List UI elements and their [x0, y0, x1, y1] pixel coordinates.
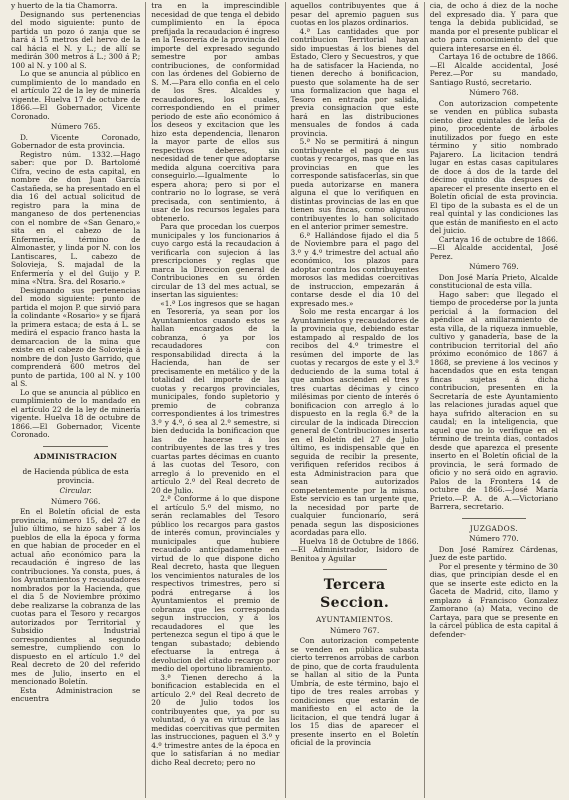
column-1	[6, 2, 145, 798]
paragraph: 4.ª Las cantidades que por contribucion Territorial hayan sido impuestas á los bienes del Estado, Clero y Secuestros, y que ha de satisfacer la Hacienda, no tienen derecho á bonificacion, puesto que solamente ha de ser una formalizacion que haga el Tesoro en entrada por salida, previa consignacion que este hará en las distribuciones mensuales de fondos á cada provincia.	[290, 26, 419, 138]
paragraph: En el Boletín oficial de esta provincia, número 15, del 27 de Julio último, se hizo saber á los pueblos de ella la época y forma en que habian de proceder en el actual año económico para la recaudación é ingreso de las contribuciones. Ya consta, pues, á los Ayuntamientos y recaudadores nombrados por la Hacienda, que el dia 5 de Noviembre próximo debe realizarse la cobranza de las cuotas para el Tesoro y recargos autorizados por Territorial y Subsidio Industrial correspondientes al segundo semestre, cumpliendo con lo dispuesto en el artículo 1.º del Real decreto de 20 del referido mes de Julio, inserto en el mencionado Boletín.	[11, 507, 141, 687]
notice-number-766: Número 766.	[50, 496, 101, 506]
paragraph: cia, de ocho á diez de la noche del expresado dia. Y para que tenga la debida publicidad, se manda por el presente publicar el acto para conocimiento del que quiera interesarse en él.	[429, 2, 558, 53]
column-3	[285, 2, 424, 798]
paragraph: Don José María Prieto, Alcalde constitucional de esta villa.	[429, 272, 558, 290]
paragraph: 2.ª Conforme á lo que dispone el artículo 5.º del mismo, no serán reclamables del Tesoro público los recargos para gastos de interés comun, provinciales y municipales que hubiere recaudado anticipadamente en virtud de lo que dispone dicho Real decreto, hasta que lleguen los vencimientos naturales de los respectivos trimestres, pero sí podrá entregarse á los Ayuntamientos el premio de cobranza que les corresponda segun instruccion, y á los recaudadores el que les pertenezca segun el tipo á que le tengan subastado; debiendo efectuarse la entrega á devolucion del citado recargo por medio del oportuno libramiento.	[151, 494, 280, 673]
notice-number-770: Número 770.	[469, 534, 519, 543]
paragraph: Con autorizacion competente se venden en pública subasta cierto terrenos arrobas de carbon de pino, que de corta fraudulenta se hallan al sitio de la Punta Umbría, de este término, bajo el tipo de tres reales arrobas y condiciones que estarán de manifiesto en el acto de la licitacion, el que tendrá lugar á los 15 dias de aparecer el presente inserto en el Boletín oficial de la provincia	[290, 636, 419, 747]
section-heading-administracion: ADMINISTRACION	[33, 451, 118, 461]
section-title-tercera: Tercera Seccion.	[320, 577, 390, 611]
paragraph: tra en la imprescindible necesidad de que tenga el debido cumplimiento en la época prefijada la recaudacion é ingreso en la Tesorería de la provincia del importe del expresado segundo semestre por ambas contribuciones, de conformidad con las órdenes del Gobierno de S. M.—Para ello confia en el celo de los Sres. Alcaldes y recaudadores, los cuales, correspondiendo en el primer periodo de este año económico á los deseos y excitacion que les hizo esta dependencia, llenaron la mayor parte de ellos sus respectivos deberes, sin necesidad de tener que adoptarse medida alguna coercitiva para conseguirlo.—Igualmente lo espera ahora; pero si por el contrario no lo lograse, se verá precisada, con sentimiento, á usar de los recursos legales para obtenerlo.	[151, 2, 280, 223]
section-subheading: de Hacienda pública de esta provincia.	[22, 467, 129, 485]
paragraph: «1.ª Los ingresos que se hagan en Tesorería, ya sean por los Ayuntamientos cuando estos se hallan encargados de la cobranza, ó ya por los recaudadores con responsabilidad directa á la Hacienda, han de ser precisamente en metálico y de la totalidad del importe de las cuotas y recargos provinciales, municipales, fondo supletorio y premio de cobranza correspondientes á los trimestres 3.º y 4.º, ó sea al 2.º semestre, si bien deducida la bonificacion que las de hacerse á los contribuyentes de las tres y tres cuartas partes décimas en cuanto á las cuotas del Tesoro, con arreglo á lo prevenido en el artículo 2.º del Real decreto de 20 de Julio.	[151, 298, 280, 495]
section-divider	[462, 518, 526, 519]
paragraph: 6.ª Hallándose fijado el dia 5 de Noviembre para el pago del 3.º y 4.º trimestre del actual año económico, los plazos para adoptar contra los contribuyentes morosos las medidas coercitivas de instruccion, empezarán á contarse desde el dia 10 del expresado mes.»	[290, 230, 419, 308]
paragraph: Lo que se anuncia al público en cumplimiento de lo mandado en el artículo 22 de la ley de minería vigente. Huelva 17 de octubre de 1866.—El Gobernador, Vicente Coronado.	[11, 69, 141, 121]
section-divider	[323, 569, 387, 570]
paragraph: D. Vicente Coronado, Gobernador de esta provincia.	[11, 132, 141, 150]
paragraph: 5.ª No se permitirá á ningun contribuyente el pago de sus cuotas y recargos, mas que en las provincias en que les corresponde satisfacerlas, sin que pueda autorizarse en manera alguna el que lo verifiquen en distintas provincias de las en que tienen sus fincas, como algunos contribuyentes lo han solicitado en el anterior primer semestre.	[290, 137, 419, 231]
newspaper-page	[6, 2, 563, 798]
paragraph: Lo que se anuncia al público en cumplimiento de lo mandado en el artículo 22 de la ley de minería vigente. Huelva 18 de octubre de 1866.—El Gobernador, Vicente Coronado.	[11, 387, 141, 439]
paragraph: Con autorizacion competente se venden en pública subasta ciento diez quintales de leña de pino, procedente de árboles inutilizados por fuego en este término y sitio nombrado Pajarero. La licitacion tendrá lugar en estas casas capitulares de doce á dos de la tarde del décimo quinto dia despues de aparecer el presente inserto en el Boletín oficial de esta provincia. El tipo de la subasta es el de un real quintal y las condiciones las que están de manifiesto en el acto del juicio.	[429, 98, 559, 235]
paragraph: Designando sus pertenencias del modo siguiente: punto de partida el mojon P. que sirvió para la colindante «Rosario» y se fijará la primera estaca; de esta á L. se medirá el espacio franco hasta la demarcacion de la mina que existe en el cabezo de Solovieja á nombre de don Justo Garrido, que comprenderá 600 metros del punto de partida, 100 al N. y 100 al S.	[11, 285, 141, 388]
notice-number-767: Número 767.	[329, 625, 380, 635]
section-divider	[43, 446, 108, 447]
paragraph: Solo me resta encargar á los Ayuntamientos y recaudadores de la provincia que, debiendo estar estampado al respaldo de los recibos del 4.º trimestre el resúmen del importe de las cuotas y recargos de este y el 3.º deduciendo de la suma total á que ambos ascienden el tres y tres cuartas décimas y cinco milésimas por ciento de interés ó bonificacion con arreglo á lo dispuesto en la regla 6.ª de la circular de la indicada Direccion general de Contribuciones inserta en el Boletín del 27 de Julio último, es indispensable que en seguida de recibir la presente, verifiquen referidos recibos á esta Administracion para que sean autorizados competentemente por la misma. Este servicio es tan urgente que, la necesidad por parte de cualquier funcionario, será penada segun las disposiciones acordadas para ello.	[290, 307, 419, 537]
section-heading-juzgados: JUZGADOS.	[469, 523, 519, 533]
column-2	[145, 2, 284, 798]
paragraph: Cartaya 16 de octubre de 1866. —El Alcalde accidental, José Perez.—Por su mandado, Santiago Rustó, secretario.	[429, 52, 558, 87]
paragraph: Cartaya 16 de octubre de 1866. —El Alcalde accidental, José Perez.	[429, 234, 558, 261]
paragraph: Registro núm. 1332.—Hago saber: que por D. Bartolomé Cifra, vecino de esta capital, en nombre de don Juan García Castañeda, se ha presentado en el dia 16 del actual solicitud de registro para la mina de manganeso de dos pertenencias con el nombre de «San Genaro,» sita en el cabezo de la Enfermería, término de Almonaster, y linda por N. con los Lantiscares, L. cabezo de Solovieja, S. majadal de la Enfermería y el del Guijo y P. mina «Ntra. Sra. del Rosario.»	[11, 149, 141, 286]
paragraph: Por el presente y término de 30 dias, que principian desde el en que se inserte este edicto en la Gaceta de Madrid, cito, llamo y emplazo á Francisco Gonzalez Zamorano (a) Mata, vecino de Cartaya, para que se presente en la cárcel pública de esta capital á defender-	[429, 561, 558, 639]
paragraph: y huerto de la tia Chamorra.	[11, 2, 118, 10]
paragraph: aquellos contribuyentes que á pesar del apremio paguen sus cuotas en los plazos ordinarios.	[290, 2, 419, 27]
notice-number-765: Número 765.	[50, 122, 101, 131]
paragraph: Designando sus pertenencias del modo siguiente: punto de partida un pozo ó zanja que se hará á 15 metros del hervo de la cal hácia el N. y L.; de allí se medirán 300 metros á L.; 300 á P.; 100 al N. y 100 al S.	[11, 9, 141, 70]
section-heading-ayuntamientos: AYUNTAMIENTOS.	[316, 615, 394, 624]
paragraph: Para que procedan los cuerpos municipales y los funcionarios á cuyo cargo está la recaudacion á verificarla con sujecion á las prescripciones y reglas que marca la Direccion general de Contribuciones en su órden circular de 13 del mes actual, se insertan las siguientes:	[151, 222, 280, 299]
notice-number-769: Número 769.	[469, 262, 519, 271]
circular-label: Circular.	[59, 486, 92, 496]
paragraph: Esta Administracion se encuentra	[11, 685, 141, 704]
paragraph: 3.ª Tienen derecho á la bonificacion establecida en el artículo 2.º del Real decreto de 20 de Julio todos los contribuyentes que, ya por su voluntad, ó ya en virtud de las medidas coercitivas que permiten las instrucciones, paguen el 3.º y 4.º trimestre antes de la época en que lo satisfarían á no mediar dicho Real decreto; pero no	[151, 672, 280, 767]
column-4	[424, 2, 563, 798]
paragraph: Huelva 18 de Octubre de 1866. —El Administrador, Isidoro de Benitoa y Aguilar	[290, 536, 419, 563]
paragraph: Hago saber: que llegado el tiempo de procederse por la junta pericial á la formacion del apéndice al amillaramiento de esta villa, de la riqueza inmueble, cultivo y ganadería, base de la contribucion territorial del año próximo económico de 1867 á 1868, se previene á los vecinos y hacendados que en esta tengan fincas sujetas á dicha contribucion, presenten en la Secretaría de este Ayuntamiento las relaciones juradas aquel que haya sufrido alteracion en su caudal; en la inteligencia, que aquel que no lo verifique en el término de treinta dias, contados desde que aparezca el presente inserto en el Boletín oficial de la provincia, le será formado de oficio y no será oido en agravio. Palos de la Frontera 14 de octubre de 1866.—José María Prieto.—P. A. de A.—Victoriano Barrera, secretario.	[429, 289, 558, 511]
paragraph: Don José Ramírez Cárdenas, Juez de este partido.	[429, 544, 558, 562]
notice-number-768: Número 768.	[469, 88, 519, 97]
